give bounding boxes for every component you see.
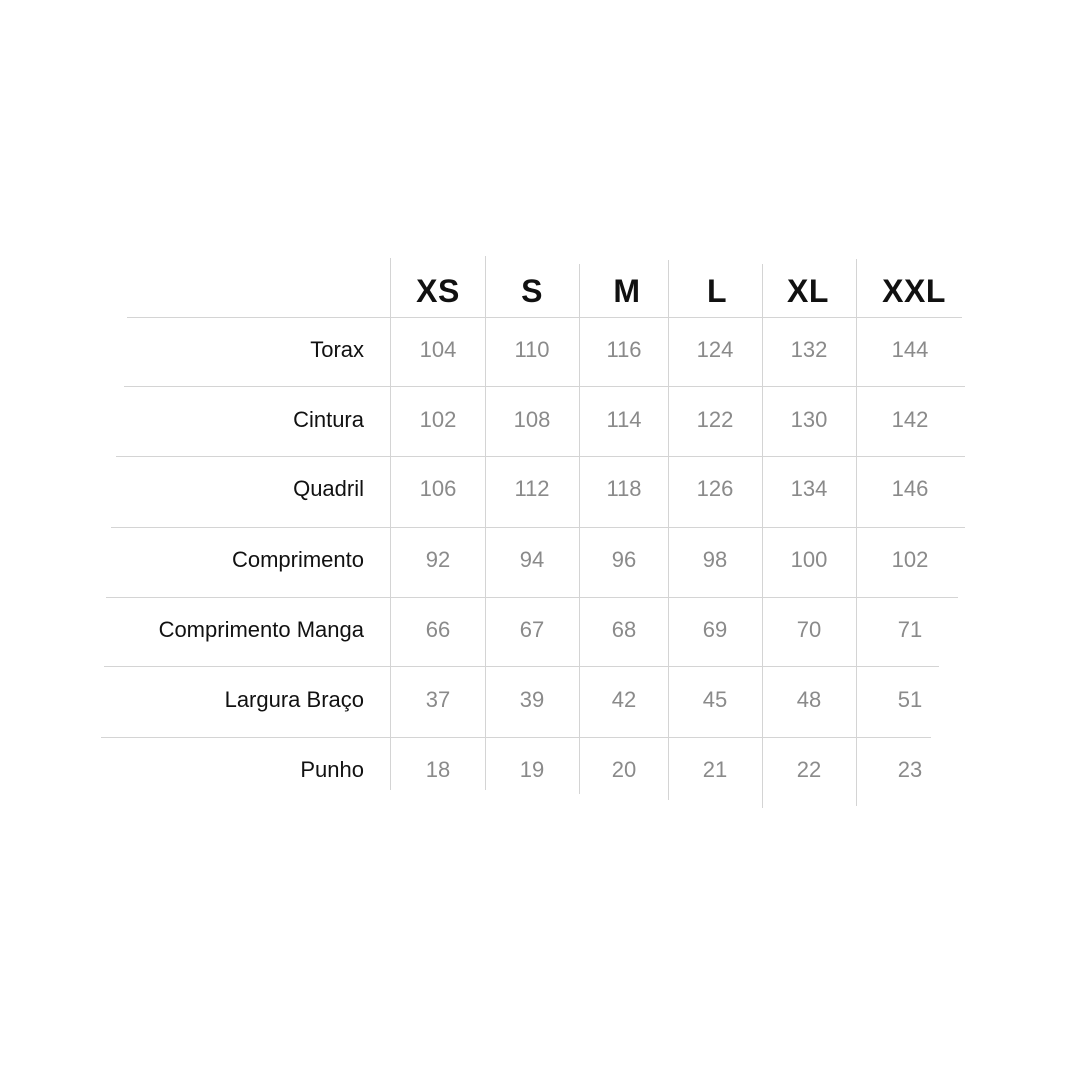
table-cell: 48 [796, 687, 822, 712]
size-header-l: L [706, 273, 728, 309]
table-cell: 124 [696, 337, 734, 362]
size-header-m: M [613, 273, 641, 309]
table-cell: 18 [425, 757, 451, 782]
row-divider [106, 597, 958, 598]
table-cell: 130 [790, 407, 828, 432]
header-row-divider [127, 317, 962, 318]
table-cell: 134 [790, 476, 828, 501]
table-cell: 68 [611, 617, 637, 642]
row-divider [116, 456, 965, 457]
size-header-xxl: XXL [882, 273, 946, 309]
table-cell: 70 [796, 617, 822, 642]
row-divider [124, 386, 965, 387]
table-cell: 92 [425, 547, 451, 572]
table-cell: 100 [790, 547, 828, 572]
table-cell: 39 [519, 687, 545, 712]
table-cell: 142 [891, 407, 929, 432]
table-cell: 20 [611, 757, 637, 782]
table-cell: 94 [519, 547, 545, 572]
column-divider [762, 264, 763, 808]
table-cell: 122 [696, 407, 734, 432]
row-label: Torax [310, 337, 364, 362]
table-cell: 102 [419, 407, 457, 432]
row-label: Cintura [293, 407, 364, 432]
row-divider [104, 666, 939, 667]
table-cell: 118 [606, 476, 642, 501]
table-cell: 67 [519, 617, 545, 642]
row-label: Punho [300, 757, 364, 782]
table-cell: 112 [514, 476, 550, 501]
column-divider [668, 260, 669, 800]
table-cell: 102 [891, 547, 929, 572]
table-cell: 126 [696, 476, 734, 501]
table-cell: 116 [606, 337, 642, 362]
table-cell: 114 [606, 407, 642, 432]
table-cell: 22 [796, 757, 822, 782]
row-label: Quadril [293, 476, 364, 501]
table-cell: 132 [790, 337, 828, 362]
column-divider [390, 258, 391, 790]
table-cell: 21 [702, 757, 728, 782]
table-cell: 144 [891, 337, 929, 362]
table-cell: 66 [425, 617, 451, 642]
table-cell: 106 [419, 476, 457, 501]
table-cell: 69 [702, 617, 728, 642]
row-divider [111, 527, 965, 528]
column-divider [485, 256, 486, 790]
size-header-xs: XS [416, 273, 460, 309]
row-label: Comprimento [231, 547, 364, 572]
table-cell: 96 [611, 547, 637, 572]
size-header-xl: XL [787, 273, 829, 309]
column-divider [579, 264, 580, 794]
row-label: Comprimento Manga [158, 617, 364, 642]
table-cell: 42 [611, 687, 637, 712]
row-label: Largura Braço [224, 687, 364, 712]
table-cell: 19 [519, 757, 545, 782]
table-cell: 98 [702, 547, 728, 572]
table-cell: 45 [702, 687, 728, 712]
table-cell: 110 [514, 337, 550, 362]
size-header-s: S [521, 273, 543, 309]
column-divider [856, 259, 857, 806]
table-cell: 108 [513, 407, 551, 432]
table-cell: 37 [425, 687, 451, 712]
table-cell: 146 [891, 476, 929, 501]
row-divider [101, 737, 931, 738]
table-cell: 51 [897, 687, 923, 712]
table-cell: 23 [897, 757, 923, 782]
table-cell: 71 [897, 617, 923, 642]
table-cell: 104 [419, 337, 457, 362]
